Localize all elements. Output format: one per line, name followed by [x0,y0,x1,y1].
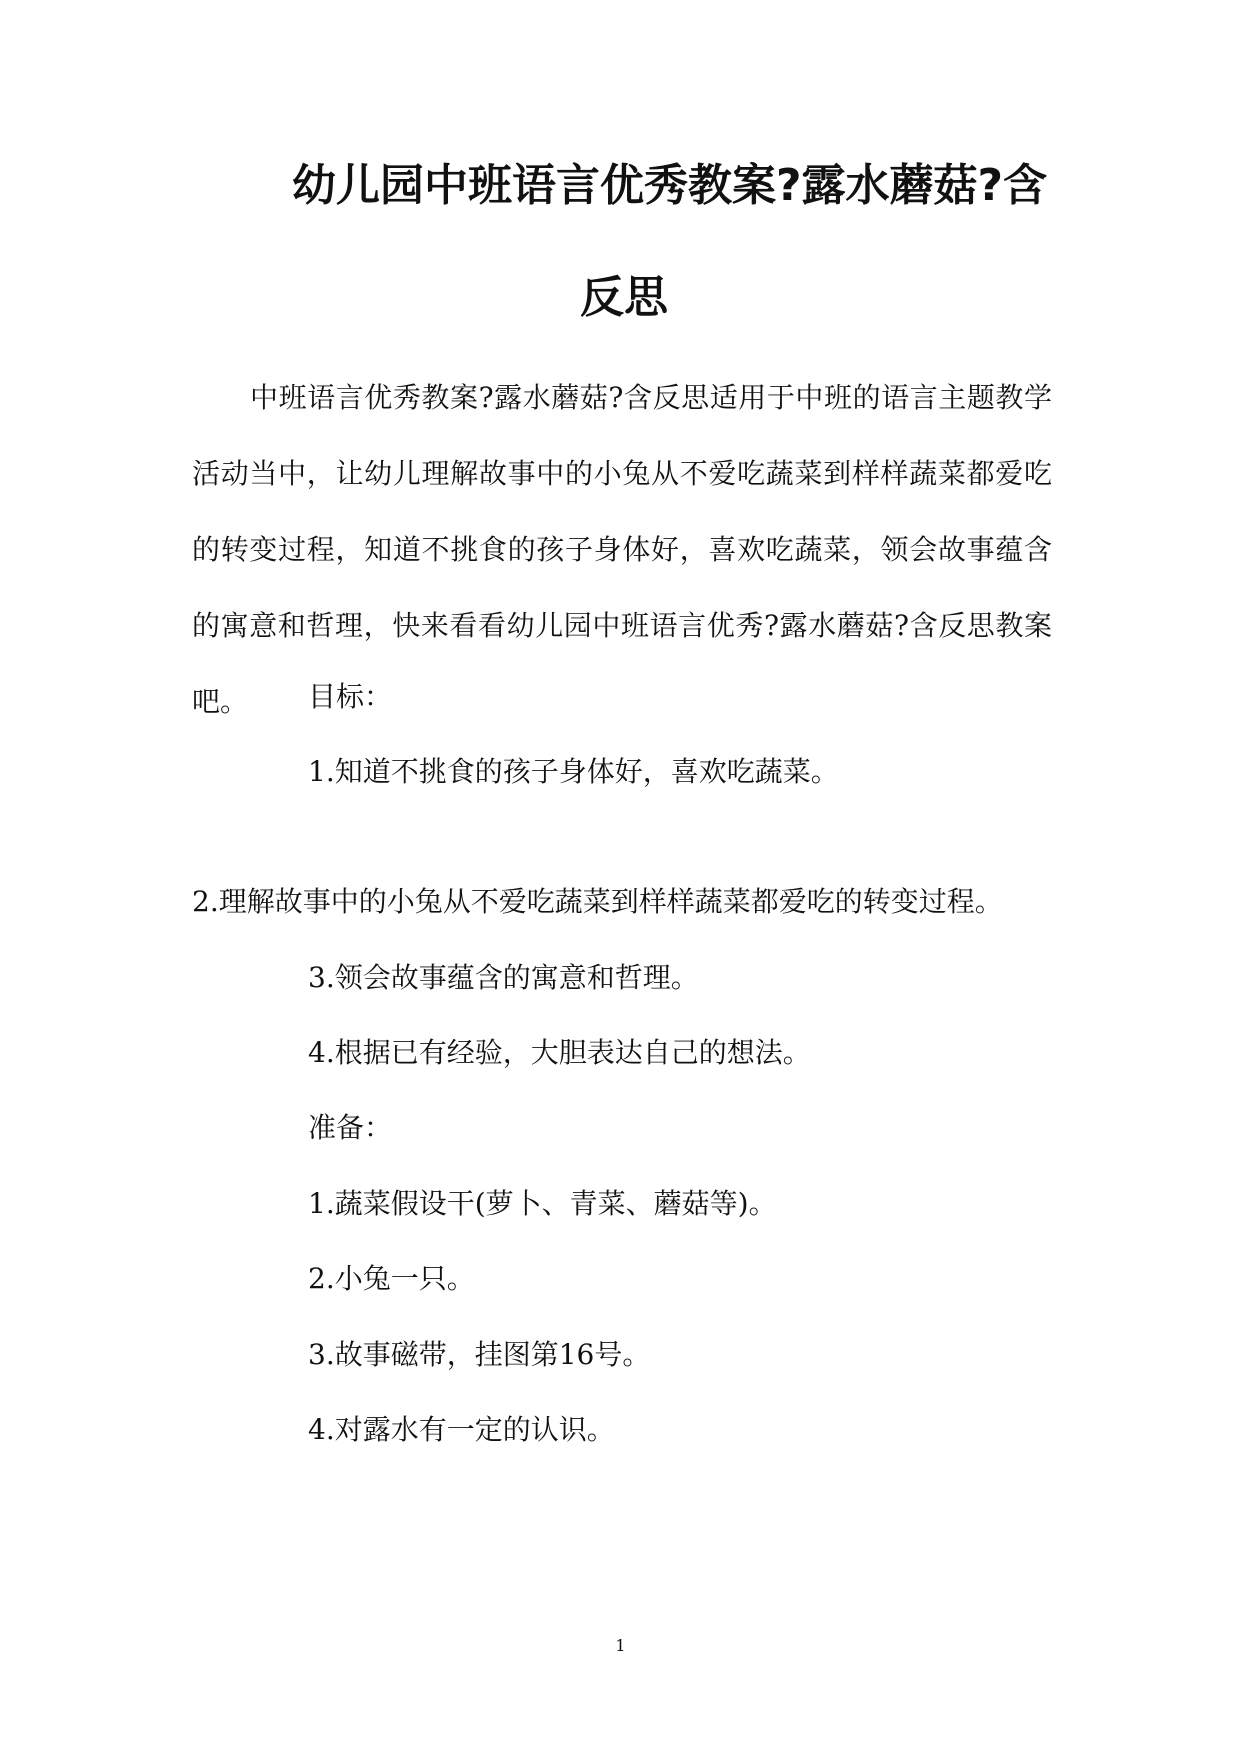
goal-item-1: 1.知道不挑食的孩子身体好，喜欢吃蔬菜。 [308,755,839,788]
goal-item-3: 3.领会故事蕴含的寓意和哲理。 [308,961,699,994]
title-line-1: 幼儿园中班语言优秀教案?露水蘑菇?含 [292,160,1048,211]
goals-heading: 目标： [308,680,393,713]
goal-item-2: 2.理解故事中的小兔从不爱吃蔬菜到样样蔬菜都爱吃的转变过程。 [192,885,1003,918]
prep-item-3: 3.故事磁带，挂图第16号。 [308,1338,651,1371]
prep-item-2: 2.小兔一只。 [308,1262,475,1295]
title-line-2: 反思 [580,272,668,323]
page-number: 1 [615,1636,626,1655]
goal-item-4: 4.根据已有经验，大胆表达自己的想法。 [308,1036,811,1069]
prep-heading: 准备： [308,1111,393,1144]
prep-item-4: 4.对露水有一定的认识。 [308,1413,615,1446]
prep-item-1: 1.蔬菜假设干(萝卜、青菜、蘑菇等)。 [308,1187,777,1220]
intro-paragraph: 中班语言优秀教案?露水蘑菇?含反思适用于中班的语言主题教学活动当中，让幼儿理解故事中的小兔从不爱吃蔬菜到样样蔬菜都爱吃的转变过程，知道不挑食的孩子身体好，喜欢吃蔬菜，领会故事蕴含的寓意和哲理，快来看看幼儿园中班语言优秀?露水蘑菇?含反思教案吧。 [192,381,1052,718]
